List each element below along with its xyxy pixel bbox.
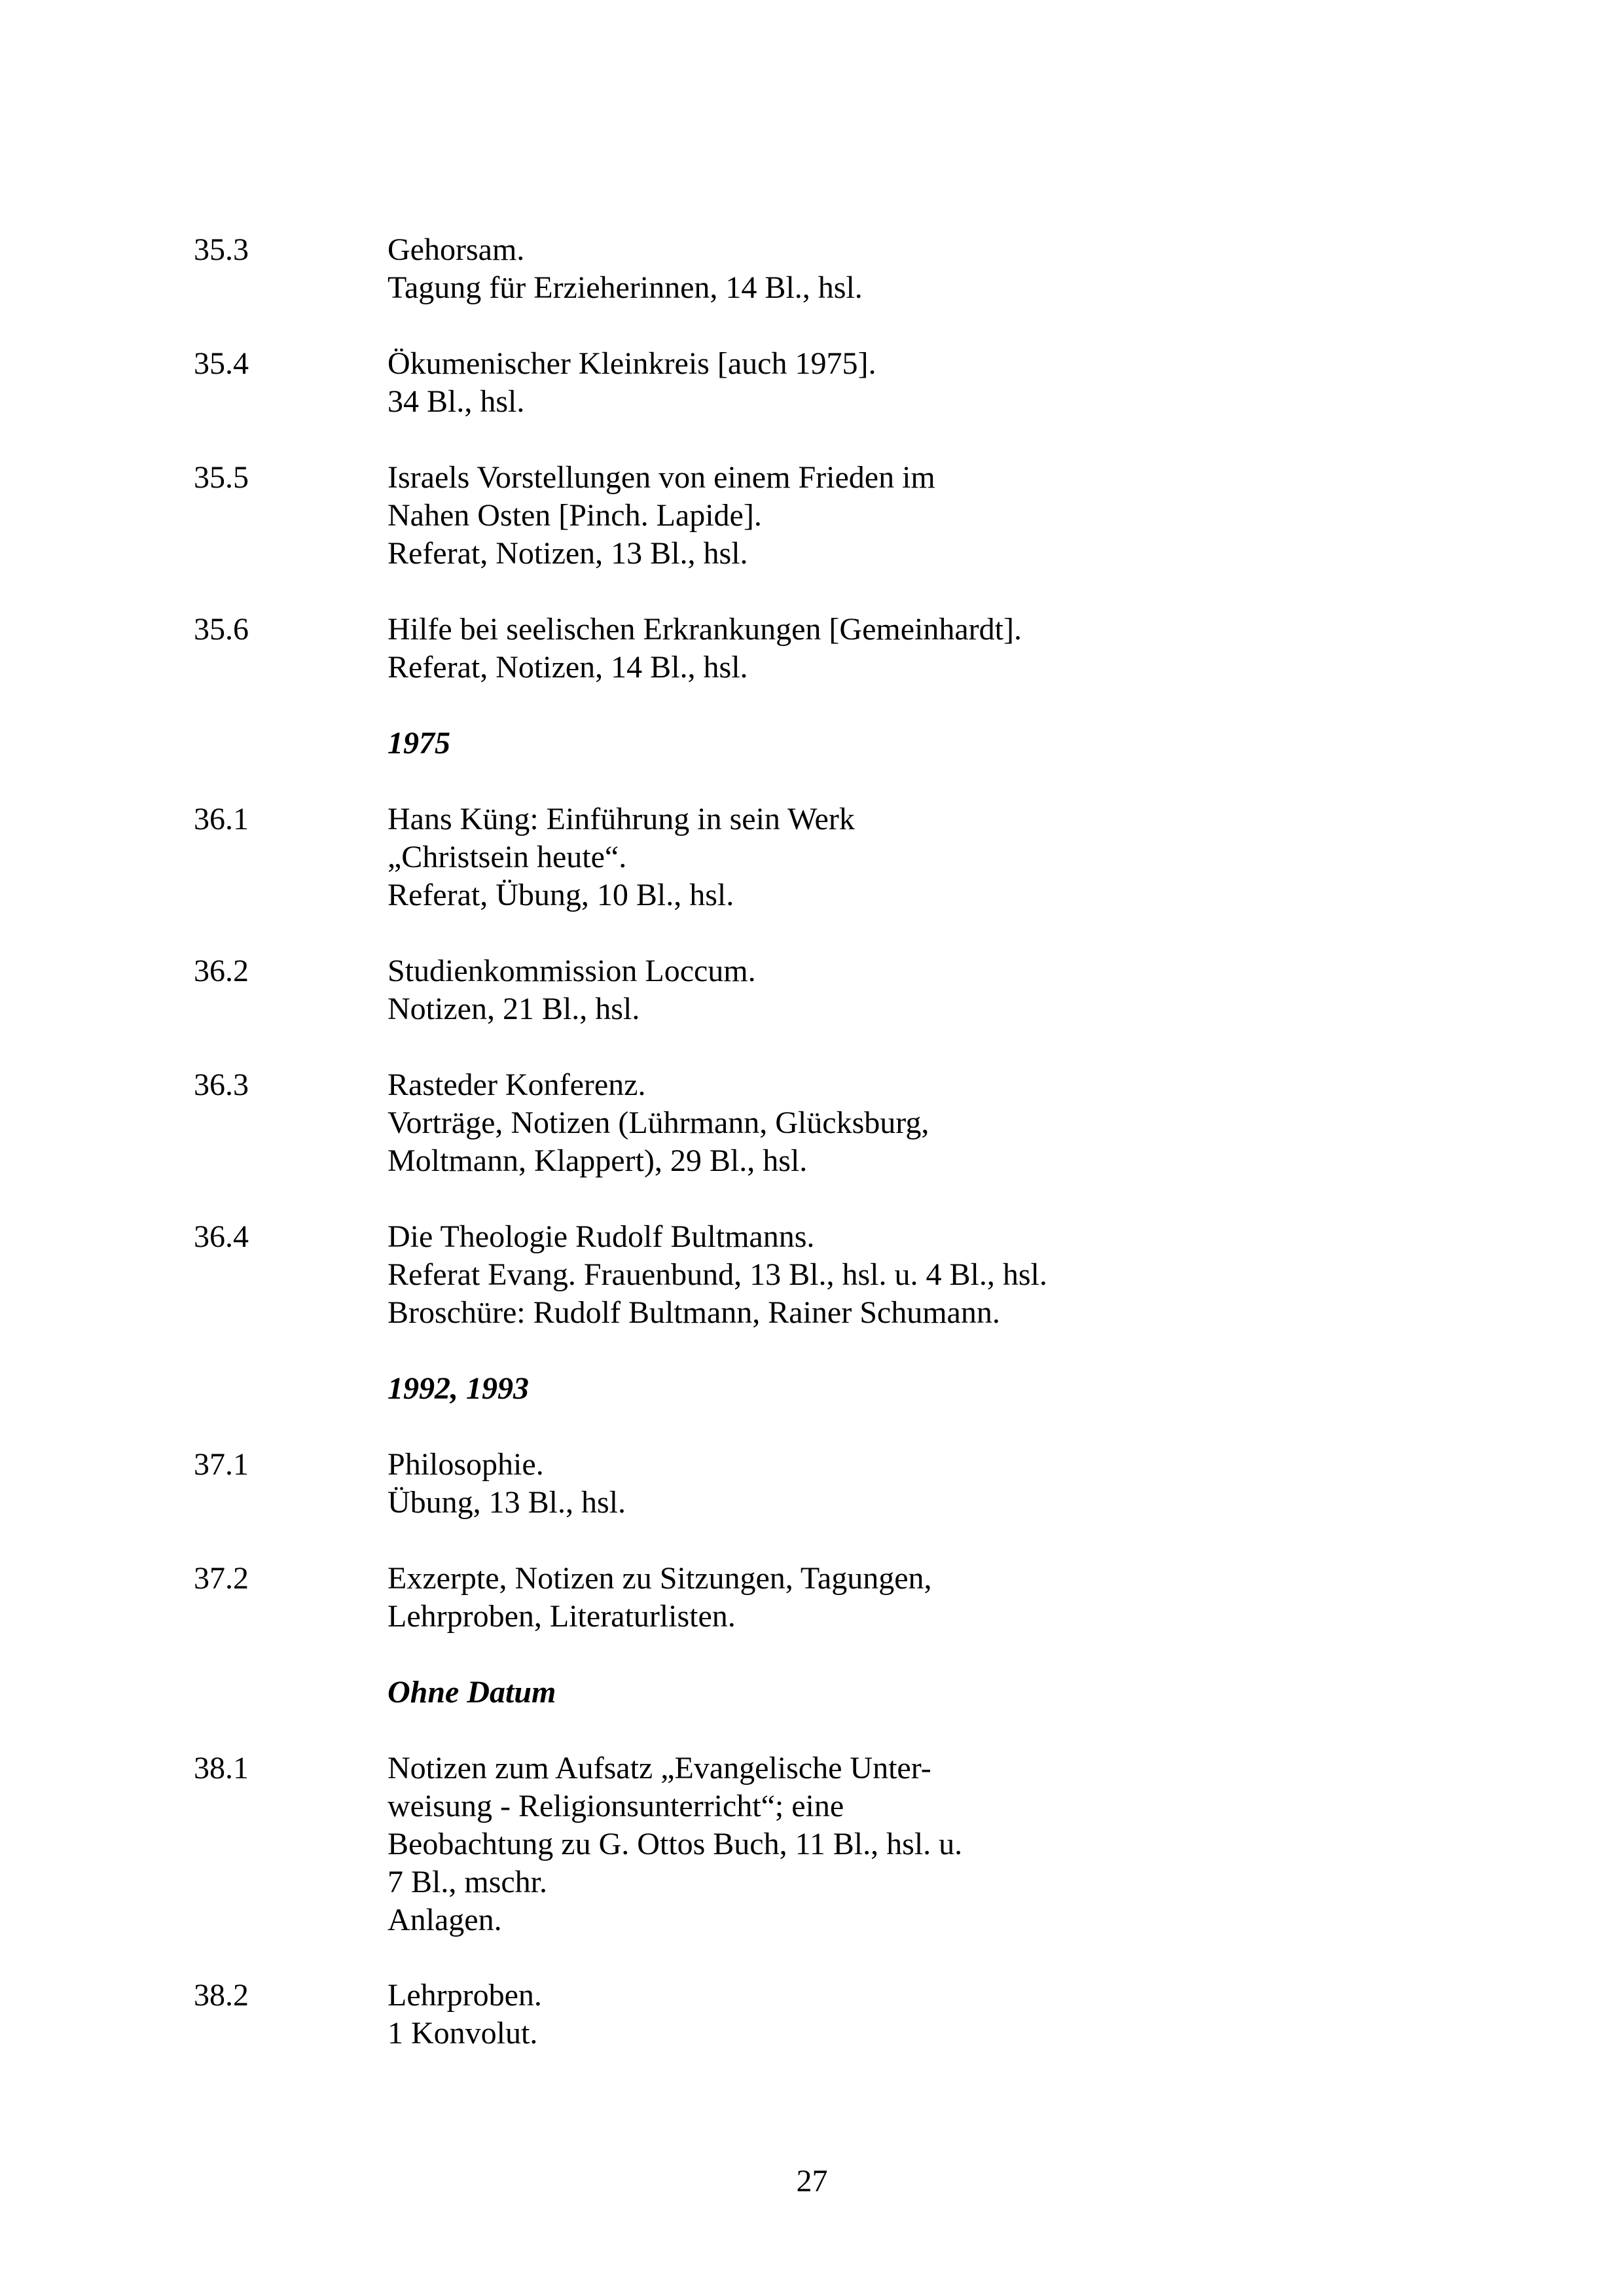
entry-line: Tagung für Erzieherinnen, 14 Bl., hsl. bbox=[388, 270, 863, 305]
entry-line: Philosophie. bbox=[388, 1447, 544, 1482]
entry-line: Exzerpte, Notizen zu Sitzungen, Tagungen, bbox=[388, 1561, 932, 1596]
entry-line: Gehorsam. bbox=[388, 232, 525, 267]
page-number: 27 bbox=[796, 2164, 828, 2198]
entry-line: Referat, Notizen, 13 Bl., hsl. bbox=[388, 536, 748, 571]
entry-number: 36.2 bbox=[194, 954, 249, 988]
entry-text bbox=[388, 345, 876, 421]
entry-text bbox=[388, 1560, 932, 1636]
entry-line: Studienkommission Loccum. bbox=[388, 954, 756, 988]
entry-number: 38.1 bbox=[194, 1751, 249, 1785]
entry-line: Moltmann, Klappert), 29 Bl., hsl. bbox=[388, 1143, 808, 1178]
entry-text bbox=[388, 1749, 962, 1939]
entry-line: Broschüre: Rudolf Bultmann, Rainer Schumann. bbox=[388, 1295, 1000, 1330]
entry-line: 7 Bl., mschr. bbox=[388, 1865, 548, 1899]
entry-line: Notizen zum Aufsatz „Evangelische Unter- bbox=[388, 1751, 931, 1785]
entry-line: Anlagen. bbox=[388, 1903, 502, 1937]
entry-line: Lehrproben. bbox=[388, 1978, 542, 2013]
entry-line: Vorträge, Notizen (Lührmann, Glücksburg, bbox=[388, 1105, 929, 1140]
entry-line: „Christsein heute“. bbox=[388, 840, 627, 874]
section-heading-ohne-datum: Ohne Datum bbox=[388, 1675, 556, 1710]
entry-line: 34 Bl., hsl. bbox=[388, 384, 525, 419]
entry-line: Rasteder Konferenz. bbox=[388, 1067, 646, 1102]
entry-text bbox=[388, 1218, 1047, 1332]
entry-text bbox=[388, 1977, 542, 2053]
entry-text bbox=[388, 800, 855, 914]
entry-line: weisung - Religionsunterricht“; eine bbox=[388, 1789, 844, 1823]
entry-number: 36.1 bbox=[194, 802, 249, 836]
entry-line: Referat, Übung, 10 Bl., hsl. bbox=[388, 878, 734, 912]
entry-line: Ökumenischer Kleinkreis [auch 1975]. bbox=[388, 346, 876, 381]
entry-line: 1 Konvolut. bbox=[388, 2016, 538, 2051]
entry-text bbox=[388, 1066, 929, 1180]
entry-number: 35.6 bbox=[194, 612, 249, 647]
entry-number: 36.3 bbox=[194, 1067, 249, 1102]
entry-line: Referat, Notizen, 14 Bl., hsl. bbox=[388, 650, 748, 685]
entry-text bbox=[388, 1446, 626, 1522]
entry-line: Israels Vorstellungen von einem Frieden im bbox=[388, 460, 935, 495]
entry-line: Hans Küng: Einführung in sein Werk bbox=[388, 802, 855, 836]
entry-line: Notizen, 21 Bl., hsl. bbox=[388, 992, 640, 1026]
entry-number: 35.5 bbox=[194, 460, 249, 495]
entry-text bbox=[388, 459, 935, 573]
entry-text bbox=[388, 231, 863, 307]
entry-number: 37.1 bbox=[194, 1447, 249, 1482]
entry-line: Nahen Osten [Pinch. Lapide]. bbox=[388, 498, 762, 533]
entry-number: 35.3 bbox=[194, 232, 249, 267]
entry-number: 35.4 bbox=[194, 346, 249, 381]
entry-line: Hilfe bei seelischen Erkrankungen [Gemeinhardt]. bbox=[388, 612, 1022, 647]
section-heading-1975: 1975 bbox=[388, 726, 450, 761]
entry-line: Referat Evang. Frauenbund, 13 Bl., hsl. u. 4 Bl., hsl. bbox=[388, 1257, 1047, 1292]
entry-number: 37.2 bbox=[194, 1561, 249, 1596]
entry-text bbox=[388, 611, 1022, 687]
entry-number: 38.2 bbox=[194, 1978, 249, 2013]
entry-line: Lehrproben, Literaturlisten. bbox=[388, 1599, 736, 1634]
entry-line: Beobachtung zu G. Ottos Buch, 11 Bl., hsl. u. bbox=[388, 1827, 963, 1861]
entry-number: 36.4 bbox=[194, 1219, 249, 1254]
entry-text bbox=[388, 952, 756, 1028]
entry-line: Übung, 13 Bl., hsl. bbox=[388, 1485, 626, 1520]
section-heading-1992-1993: 1992, 1993 bbox=[388, 1371, 529, 1406]
entry-line: Die Theologie Rudolf Bultmanns. bbox=[388, 1219, 815, 1254]
